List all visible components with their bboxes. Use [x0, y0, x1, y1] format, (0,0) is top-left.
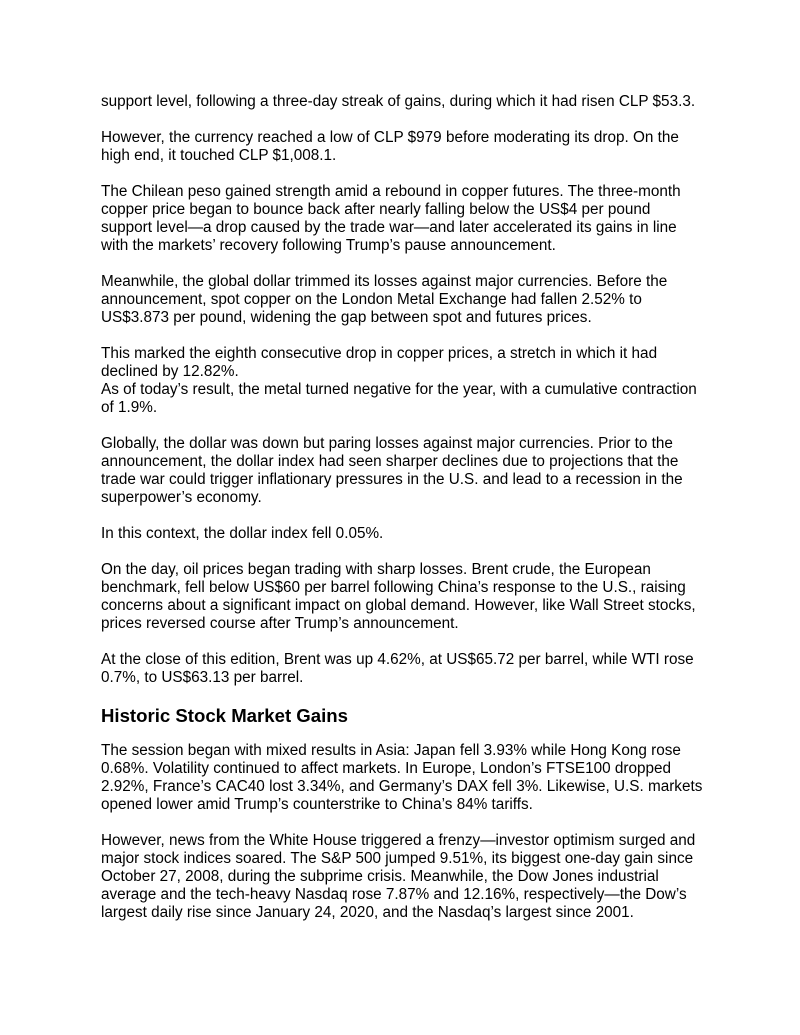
- paragraph-brent-wti: At the close of this edition, Brent was up 4.62%, at US$65.72 per barrel, while WTI rose 0.7%, to US$63.13 per barrel.: [101, 651, 694, 686]
- paragraph-global-dollar: Meanwhile, the global dollar trimmed its losses against major currencies. Before the announcement, spot copper on the London Metal Exchange had fallen 2.52% to US$3.873 per pound, widening the gap between spot and futures prices.: [101, 273, 668, 326]
- paragraph-peso-support: support level, following a three-day streak of gains, during which it had risen CLP $53.3.: [101, 93, 696, 110]
- paragraph-peso-range: However, the currency reached a low of CLP $979 before moderating its drop. On the high end, it touched CLP $1,008.1.: [101, 129, 679, 164]
- section-heading: Historic Stock Market Gains: [101, 705, 348, 726]
- paragraph-copper-streak: This marked the eighth consecutive drop in copper prices, a stretch in which it had declined by 12.82%.: [101, 345, 658, 380]
- paragraph-oil-prices: On the day, oil prices began trading with sharp losses. Brent crude, the European benchmark, fell below US$60 per barrel following China’s response to the U.S., raising concerns about a significant impact on global demand. However, like Wall Street stocks, prices reversed course after Trump’s announcement.: [101, 561, 696, 632]
- paragraph-us-indices: However, news from the White House triggered a frenzy—investor optimism surged and major stock indices soared. The S&P 500 jumped 9.51%, its biggest one-day gain since October 27, 2008, during the subprime crisis. Meanwhile, the Dow Jones industrial average and the tech-heavy Nasdaq rose 7.87% and 12.16%, respectively—the Dow’s largest daily rise since January 24, 2020, and the Nasdaq’s largest since 2001.: [101, 832, 696, 921]
- paragraph-dollar-index-fall: In this context, the dollar index fell 0.05%.: [101, 525, 384, 542]
- paragraph-copper-year: As of today’s result, the metal turned negative for the year, with a cumulative contraction of 1.9%.: [101, 381, 697, 416]
- paragraph-asia-europe-markets: The session began with mixed results in Asia: Japan fell 3.93% while Hong Kong rose 0.68%. Volatility continued to affect markets. In Europe, London’s FTSE100 dropped 2.92%, France’s CAC40 lost 3.34%, and Germany’s DAX fell 3%. Likewise, U.S. markets opened lower amid Trump’s counterstrike to China’s 84% tariffs.: [101, 742, 703, 813]
- paragraph-dollar-index: Globally, the dollar was down but paring losses against major currencies. Prior to the announcement, the dollar index had seen sharper declines due to projections that the trade war could trigger inflationary pressures in the U.S. and lead to a recession in the superpower’s economy.: [101, 435, 683, 506]
- document-page: [101, 93, 703, 940]
- paragraph-copper-rebound: The Chilean peso gained strength amid a rebound in copper futures. The three-month copper price began to bounce back after nearly falling below the US$4 per pound support level—a drop caused by the trade war—and later accelerated its gains in line with the markets’ recovery following Trump’s pause announcement.: [101, 183, 681, 254]
